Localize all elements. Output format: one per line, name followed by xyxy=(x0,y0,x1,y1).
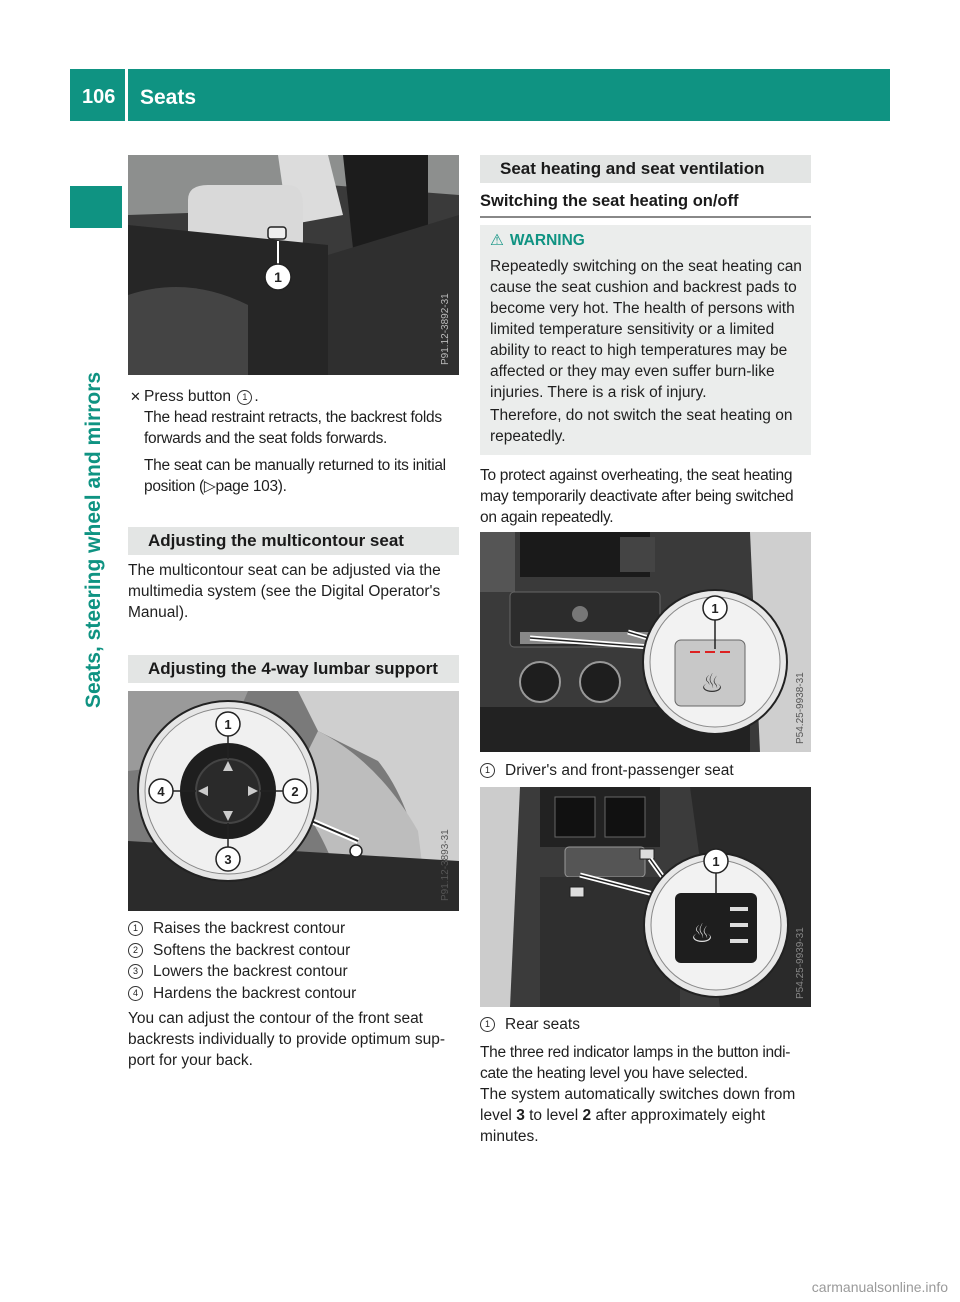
warning-box xyxy=(480,225,811,455)
press-step-result: The head restraint retracts, the backrest folds forwards and the seat folds forwards. xyxy=(144,409,442,447)
footer-watermark: carmanualsonline.info xyxy=(811,1279,948,1295)
seat-heating-heading: Seat heating and seat ventilation xyxy=(480,155,811,183)
page-number: 106 xyxy=(82,86,116,108)
side-tab-label: Seats, steering wheel and mirrors xyxy=(82,371,105,709)
figure3-callout: 1 xyxy=(712,854,720,869)
legend-item: 4 Hardens the backrest contour xyxy=(128,983,458,1005)
press-step-prefix: Press button xyxy=(144,388,232,405)
head-restraint-photo xyxy=(128,155,459,375)
indicator-text: The three red indicator lamps in the button indi-cate the heating level you have selected. xyxy=(480,1044,791,1082)
multicontour-heading: Adjusting the multicontour seat xyxy=(128,527,459,555)
lumbar-heading: Adjusting the 4-way lumbar support xyxy=(128,655,459,683)
front-console-photo xyxy=(480,532,811,752)
lumbar-legend xyxy=(128,918,458,1004)
legend-item: 1 Raises the backrest contour xyxy=(128,918,458,940)
section-title: Seats xyxy=(140,86,197,109)
lumbar-callout-3: 3 xyxy=(224,852,232,867)
figure3-code: P54.25-9939-31 xyxy=(795,927,806,999)
legend-item: 2 Softens the backrest contour xyxy=(128,940,458,962)
auto-switch-text: The system automatically switches down from level 3 to level 2 after approximately eight minutes. xyxy=(480,1086,796,1145)
level-from: 3 xyxy=(516,1107,525,1124)
protect-text: To protect against overheating, the seat heating may temporarily deactivate after being switched on again repeatedly. xyxy=(480,467,794,526)
figure2-caption: 1 Driver's and front-passenger seat xyxy=(480,760,810,782)
level-to: 2 xyxy=(582,1107,592,1124)
warning-title: WARNING xyxy=(509,232,585,249)
seat-heating-subheading: Switching the seat heating on/off xyxy=(480,192,739,210)
header-divider xyxy=(125,69,128,121)
press-step-note: The seat can be manually returned to its initial position (▷page 103). xyxy=(144,457,446,495)
lumbar-photo xyxy=(128,691,459,911)
svg-text:♨: ♨ xyxy=(700,669,724,699)
warning-text-2: Therefore, do not switch the seat heating on repeatedly. xyxy=(490,407,793,445)
lumbar-callout-1: 1 xyxy=(224,717,232,732)
press-step: ✕ Press button 1 . The head restraint retracts, the backrest folds forwards and the seat folds forwards. The seat can be manually returned to its initial position (▷page 103). xyxy=(128,386,460,497)
bullet-arrow-icon: ✕ xyxy=(130,389,141,404)
figure2-callout: 1 xyxy=(711,601,719,616)
figure1-code: P91.12-3892-31 xyxy=(440,293,451,365)
multicontour-body: The multicontour seat can be adjusted via the multimedia system (see the Digital Operator's Manual). xyxy=(128,562,441,621)
subheading-rule xyxy=(480,216,811,218)
press-step-num: 1 xyxy=(237,390,252,405)
rear-console-photo xyxy=(480,787,811,1007)
legend-item: 3 Lowers the backrest contour xyxy=(128,961,458,983)
lumbar-callout-4: 4 xyxy=(157,784,165,799)
warning-icon: ⚠ xyxy=(490,232,504,249)
figure2-code: P54.25-9938-31 xyxy=(795,672,806,744)
figure1-callout: 1 xyxy=(274,269,282,285)
lumbar-body: You can adjust the contour of the front seat backrests individually to provide optimum sup-port for your back. xyxy=(128,1010,446,1069)
lumbar-callout-2: 2 xyxy=(291,784,299,799)
lumbar-figure-code: P91.12-3893-31 xyxy=(440,829,451,901)
side-tab xyxy=(70,186,122,228)
svg-text:♨: ♨ xyxy=(690,919,714,949)
warning-text-1: Repeatedly switching on the seat heating can cause the seat cushion and backrest pads to become very hot. The health of persons with limited temperature sensitivity or a limited ability to react to high temperatures may be affected or they may even suffer burn-like injuries. There is a risk of injury. xyxy=(490,258,802,401)
page-ref-arrow-icon: ▷ xyxy=(203,478,216,495)
figure3-caption: 1 Rear seats xyxy=(480,1014,810,1036)
